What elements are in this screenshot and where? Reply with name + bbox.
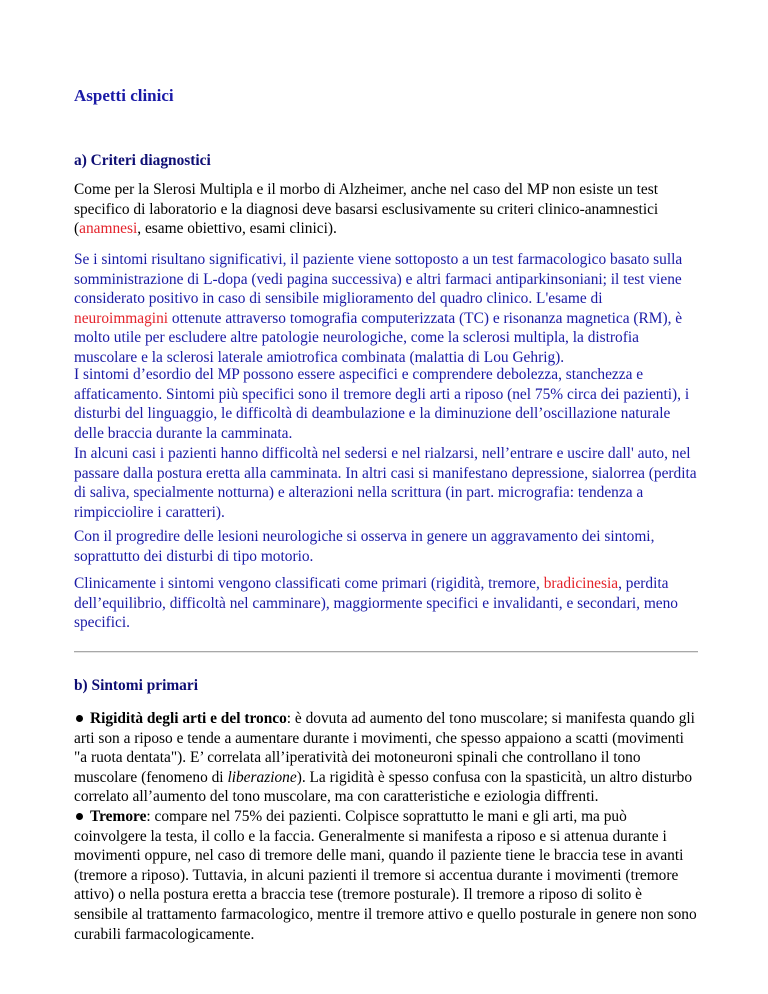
paragraph-progressione: Con il progredire delle lesioni neurologiche si osserva in genere un aggravamento dei sintomi, soprattutto dei disturbi di tipo motorio. xyxy=(74,528,655,565)
list-item-text: : compare nel 75% dei pazienti. Colpisce soprattutto le mani e gli arti, ma può coinvolgere la testa, il collo e la faccia. Generalmente si manifesta a riposo e si attenua durante i movimenti oppure, nel caso di tremore delle mani, quando il paziente tiene le braccia tese in avanti (tremore a riposo). Tuttavia, in alcuni pazienti il tremore si accentua durante i movimenti (tremore attivo) o nella postura eretta a braccia tese (tremore posturale). Il tremore a riposo di solito è sensibile al trattamento farmacologico, mentre il tremore attivo e quello posturale in genere non sono curabili farmacologicamente. xyxy=(74,807,697,943)
paragraph-text: Clinicamente i sintomi vengono classificati come primari (rigidità, tremore, xyxy=(74,575,544,592)
bullet-icon xyxy=(76,813,83,820)
paragraph-text: Come per la Slerosi Multipla e il morbo di Alzheimer, anche nel caso del MP non esiste un test specifico di laboratorio e la diagnosi deve basarsi esclusivamente su criteri clinico-anamnestici ( xyxy=(74,181,659,238)
paragraph-difficolta: In alcuni casi i pazienti hanno difficoltà nel sedersi e nel rialzarsi, nell’entrare e uscire dall' auto, nel passare dalla postura eretta alla camminata. In altri casi si manifestano depressione, sialorrea (perdita di saliva, specialmente notturna) e alterazioni nella scrittura (in part. micrografia: tendenza a rimpicciolire i caratteri). xyxy=(74,445,697,521)
section-heading-criteri: a) Criteri diagnostici xyxy=(74,152,211,169)
list-item-text: ). La rigidità è spesso confusa con la spasticità, un altro disturbo correlato all’aumento del tono muscolare, ma con caratteristiche e eziologia diffrenti. xyxy=(74,768,693,806)
paragraph-text: , esame obiettivo, esami clinici). xyxy=(137,220,337,238)
term-link-anamnesi[interactable]: anamnesi xyxy=(79,220,138,238)
paragraph-text: ottenute attraverso tomografia computerizzata (TC) e risonanza magnetica (RM), è molto utile per escludere altre patologie neurologiche, come la sclerosi multipla, la distrofia muscolare e la sclerosi laterale amiotrofica combinata (malattia di Lou Gehrig). xyxy=(74,309,683,366)
section-divider xyxy=(74,651,698,653)
list-item-term: Tremore xyxy=(90,807,147,825)
paragraph-intro xyxy=(74,180,698,239)
paragraph-classificazione xyxy=(74,574,698,633)
bullet-icon xyxy=(76,715,83,722)
paragraph-test-farmacologico xyxy=(74,250,698,368)
list-item-rigidita xyxy=(74,709,698,944)
emphasis-text: liberazione xyxy=(227,768,297,786)
term-link-neuroimmagini[interactable]: neuroimmagini xyxy=(74,309,169,327)
list-item-term: Rigidità degli arti e del tronco xyxy=(90,710,287,727)
page-title: Aspetti clinici xyxy=(74,86,174,105)
paragraph-sintomi-esordio: I sintomi d’esordio del MP possono essere aspecifici e comprendere debolezza, stanchezza e affaticamento. Sintomi più specifici sono il tremore degli arti a riposo (nel 75% circa dei pazienti), i disturbi del linguaggio, le difficoltà di deambulazione e la diminuzione dell’oscillazione naturale delle braccia durante la camminata. xyxy=(74,366,690,442)
paragraph-text: , perdita dell’equilibrio, difficoltà nel camminare), maggiormente specifici e invalidanti, e secondari, meno specifici. xyxy=(74,575,679,632)
section-heading-sintomi-primari: b) Sintomi primari xyxy=(74,677,198,694)
list-item-text: : è dovuta ad aumento del tono muscolare; si manifesta quando gli arti son a riposo e tende a aumentare durante i movimenti, che spesso appaiono a scatti (movimenti "a ruota dentata"). E’ correlata all’iperatività dei motoneuroni spinali che controllano il tono muscolare (fenomeno di xyxy=(74,710,695,786)
term-link-bradicinesia[interactable]: bradicinesia xyxy=(543,575,619,592)
paragraph-text: Se i sintomi risultano significativi, il paziente viene sottoposto a un test farmacologico basato sulla somministrazione di L-dopa (vedi pagina successiva) e altri farmaci antiparkinsoniani; il test viene considerato positivo in caso di sensibile miglioramento del quadro clinico. L'esame di xyxy=(74,251,683,308)
